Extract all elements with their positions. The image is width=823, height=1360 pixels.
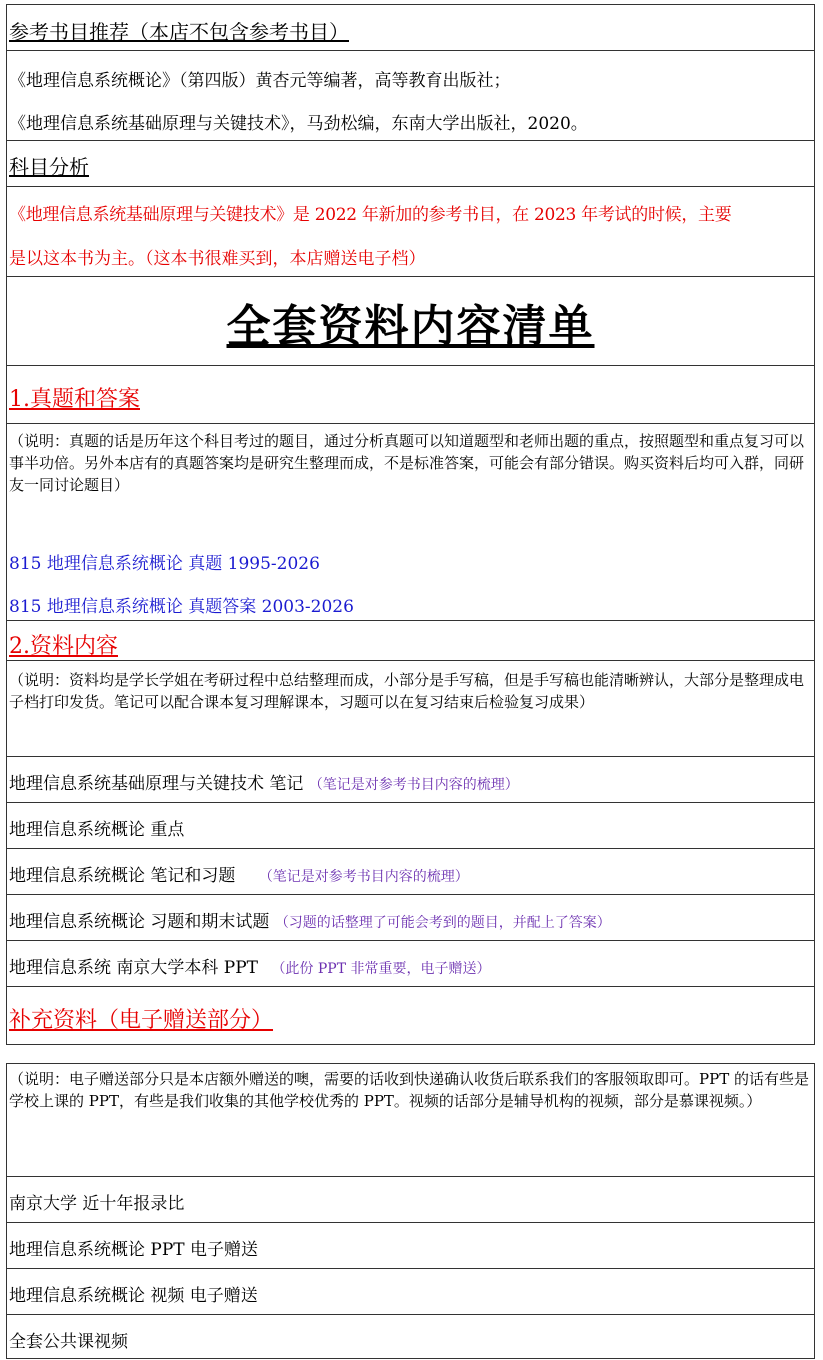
section2-note: （说明：资料均是学长学姐在考研过程中总结整理而成，小部分是手写稿，但是手写稿也能清晰辨认，大部分是整理成电子档打印发货。笔记可以配合课本复习理解课本，习题可以在复习结束后检验复习成果） (9, 671, 805, 711)
analysis-heading: 科目分析 (9, 155, 89, 179)
supplement-item-row (7, 1177, 814, 1223)
analysis-line-2: 是以这本书为主。（这本书很难买到，本店赠送电子档） (9, 249, 426, 269)
section2-item-row (7, 895, 814, 941)
section2-item-label: 地理信息系统概论 笔记和习题 (9, 866, 236, 886)
supplement-item: 地理信息系统概论 PPT 电子赠送 (9, 1240, 259, 1260)
section2-item-note: （笔记是对参考书目内容的梳理） (308, 777, 519, 793)
analysis-heading-row (7, 141, 814, 187)
section1-content-row (7, 424, 814, 621)
supplement-table (6, 1063, 815, 1359)
references-heading-row (7, 5, 814, 51)
section2-item-label: 地理信息系统基础原理与关键技术 笔记 (9, 774, 304, 794)
section2-item-note: （此份 PPT 非常重要，电子赠送） (271, 961, 491, 977)
supplement-note-row (7, 1064, 814, 1177)
section2-item-label: 地理信息系统概论 重点 (9, 820, 185, 840)
references-books-row (7, 51, 814, 141)
section2-heading: 2.资料内容 (9, 634, 118, 659)
supplement-item-row (7, 1315, 814, 1358)
section1-heading: 1.真题和答案 (9, 387, 140, 412)
supplement-item-row (7, 1269, 814, 1315)
section1-note: （说明：真题的话是历年这个科目考过的题目，通过分析真题可以知道题型和老师出题的重点，按照题型和重点复习可以事半功倍。另外本店有的真题答案均是研究生整理而成，不是标准答案，可能会有部分错误。购买资料后均可入群，同研友一同讨论题目） (9, 432, 805, 494)
reference-book-2: 《地理信息系统基础原理与关键技术》，马劲松编，东南大学出版社，2020。 (9, 114, 588, 134)
main-title: 全套资料内容清单 (226, 301, 595, 352)
references-heading: 参考书目推荐（本店不包含参考书目） (9, 20, 349, 44)
section2-item-row (7, 849, 814, 895)
analysis-text-row (7, 187, 814, 277)
supplement-heading-row (7, 987, 814, 1044)
section2-item-row (7, 941, 814, 987)
section2-item-note: （习题的话整理了可能会考到的题目，并配上了答案） (274, 915, 611, 931)
section1-item-1: 815 地理信息系统概论 真题 1995-2026 (9, 554, 320, 574)
supplement-heading: 补充资料（电子赠送部分） (9, 1008, 274, 1033)
section2-item-note: （笔记是对参考书目内容的梳理） (258, 869, 469, 885)
section2-item-label: 地理信息系统概论 习题和期末试题 (9, 912, 270, 932)
supplement-item: 全套公共课视频 (9, 1332, 128, 1352)
section1-item-2: 815 地理信息系统概论 真题答案 2003-2026 (9, 597, 354, 617)
supplement-item: 地理信息系统概论 视频 电子赠送 (9, 1286, 258, 1306)
section2-item-row (7, 757, 814, 803)
material-list-table (6, 4, 815, 1045)
reference-book-1: 《地理信息系统概论》（第四版）黄杏元等编著，高等教育出版社； (9, 71, 511, 91)
section2-note-row (7, 661, 814, 757)
supplement-note: （说明：电子赠送部分只是本店额外赠送的噢，需要的话收到快递确认收货后联系我们的客服领取即可。PPT 的话有些是学校上课的 PPT，有些是我们收集的其他学校优秀的 PPT。视频的话部分是辅导机构的视频，部分是慕课视频。） (9, 1070, 809, 1110)
supplement-item-row (7, 1223, 814, 1269)
main-title-row (7, 277, 814, 366)
analysis-line-1: 《地理信息系统基础原理与关键技术》是 2022 年新加的参考书目，在 2023 年考试的时候，主要 (9, 205, 732, 225)
supplement-item: 南京大学 近十年报录比 (9, 1194, 185, 1214)
section2-item-row (7, 803, 814, 849)
section1-heading-row (7, 366, 814, 424)
section2-item-label: 地理信息系统 南京大学本科 PPT (9, 958, 259, 978)
section2-heading-row (7, 621, 814, 661)
